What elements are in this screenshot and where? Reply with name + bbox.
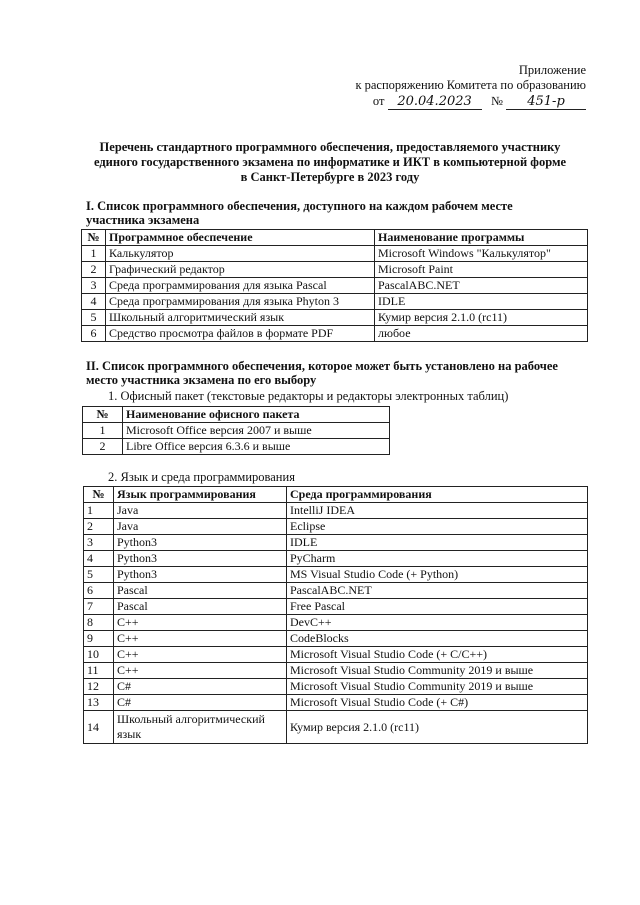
table-header-row [84,487,588,503]
table-cell: C++ [114,631,287,647]
table-cell: C# [114,679,287,695]
table-cell: PascalABC.NET [287,583,588,599]
table-cell: 2 [84,519,114,535]
table-cell: Графический редактор [106,262,375,278]
table-row [82,326,588,342]
language-table [83,486,588,744]
table-cell: 1 [82,246,106,262]
table-row [82,310,588,326]
handwritten-date: 20.04.2023 [388,94,482,110]
table-header-row [82,230,588,246]
table-cell: Microsoft Visual Studio Code (+ C#) [287,695,588,711]
table-cell: любое [375,326,588,342]
section1-heading: I. Список программного обеспечения, доступного на каждом рабочем месте участника экзамена [86,199,513,227]
table-row [84,663,588,679]
table-cell: Python3 [114,567,287,583]
table-cell: 8 [84,615,114,631]
table-cell: IDLE [375,294,588,310]
column-header: Программное обеспечение [106,230,375,246]
table-cell: Школьный алгоритмический язык [114,711,287,744]
table-cell: 5 [84,567,114,583]
table-row [84,551,588,567]
column-header: № [83,407,123,423]
table-cell: Microsoft Paint [375,262,588,278]
table-row [84,679,588,695]
column-header: Наименование программы [375,230,588,246]
table-cell: PyCharm [287,551,588,567]
appendix-date-line: от 20.04.2023 № 451-р [355,94,586,110]
column-header: № [84,487,114,503]
table-cell: CodeBlocks [287,631,588,647]
table-row [84,503,588,519]
table-cell: Libre Office версия 6.3.6 и выше [123,439,390,455]
table-row [84,631,588,647]
table-cell: 3 [84,535,114,551]
table-cell: 12 [84,679,114,695]
table-cell: 13 [84,695,114,711]
table-row [84,615,588,631]
table-cell: PascalABC.NET [375,278,588,294]
table-row [84,647,588,663]
section2-heading: II. Список программного обеспечения, которое может быть установлено на рабочее место участника экзамена по его выбору [86,359,558,387]
table-row [83,439,390,455]
table-cell: Microsoft Visual Studio Community 2019 и выше [287,663,588,679]
appendix-line2: к распоряжению Комитета по образованию [355,78,586,92]
table-cell: Microsoft Visual Studio Code (+ C/C++) [287,647,588,663]
table-cell: C++ [114,663,287,679]
table-cell: 2 [83,439,123,455]
table-cell: Школьный алгоритмический язык [106,310,375,326]
table-row [84,695,588,711]
table-cell: Microsoft Windows "Калькулятор" [375,246,588,262]
table-cell: 1 [84,503,114,519]
table-cell: C++ [114,647,287,663]
document-title: Перечень стандартного программного обеспечения, предоставляемого участнику единого государственного экзамена по информатике и ИКТ в компьютерной форме в Санкт-Петербурге в 2023 году [93,140,567,184]
table-cell: DevC++ [287,615,588,631]
table-cell: C# [114,695,287,711]
office-table [82,406,390,455]
table-cell: C++ [114,615,287,631]
table-cell: Microsoft Office версия 2007 и выше [123,423,390,439]
table-row [82,246,588,262]
table-cell: Средство просмотра файлов в формате PDF [106,326,375,342]
table-cell: Кумир версия 2.1.0 (rc11) [375,310,588,326]
column-header: Среда программирования [287,487,588,503]
table-cell: Java [114,503,287,519]
table-cell: Java [114,519,287,535]
table-cell: Среда программирования для языка Pascal [106,278,375,294]
table-cell: IntelliJ IDEA [287,503,588,519]
column-header: № [82,230,106,246]
table-cell: 4 [84,551,114,567]
handwritten-number: 451-р [506,94,586,110]
column-header: Наименование офисного пакета [123,407,390,423]
appendix-title: Приложение [518,63,586,77]
table-cell: 7 [84,599,114,615]
table-cell: 11 [84,663,114,679]
table-row [82,278,588,294]
table-cell: IDLE [287,535,588,551]
table-row [82,262,588,278]
table-row [82,294,588,310]
table-cell: 10 [84,647,114,663]
table-cell: 6 [82,326,106,342]
table-cell: 14 [84,711,114,744]
table-cell: Pascal [114,583,287,599]
table-row [84,599,588,615]
table-cell: MS Visual Studio Code (+ Python) [287,567,588,583]
table-row [84,711,588,744]
table-cell: Python3 [114,551,287,567]
table-header-row [83,407,390,423]
column-header: Язык программирования [114,487,287,503]
table-cell: 1 [83,423,123,439]
table-cell: Pascal [114,599,287,615]
software-table [81,229,588,342]
table-cell: 2 [82,262,106,278]
table-cell: 9 [84,631,114,647]
table-cell: Microsoft Visual Studio Community 2019 и выше [287,679,588,695]
table-row [84,535,588,551]
table-cell: Среда программирования для языка Phyton 3 [106,294,375,310]
table-cell: 3 [82,278,106,294]
table-cell: Калькулятор [106,246,375,262]
office-subheading: 1. Офисный пакет (текстовые редакторы и редакторы электронных таблиц) [108,389,509,403]
table-cell: Кумир версия 2.1.0 (rc11) [287,711,588,744]
table-cell: 4 [82,294,106,310]
appendix-block [355,63,586,110]
table-row [84,519,588,535]
table-cell: Eclipse [287,519,588,535]
table-cell: Python3 [114,535,287,551]
table-row [83,423,390,439]
table-cell: 6 [84,583,114,599]
table-cell: 5 [82,310,106,326]
table-row [84,583,588,599]
table-cell: Free Pascal [287,599,588,615]
language-subheading: 2. Язык и среда программирования [108,470,295,484]
table-row [84,567,588,583]
